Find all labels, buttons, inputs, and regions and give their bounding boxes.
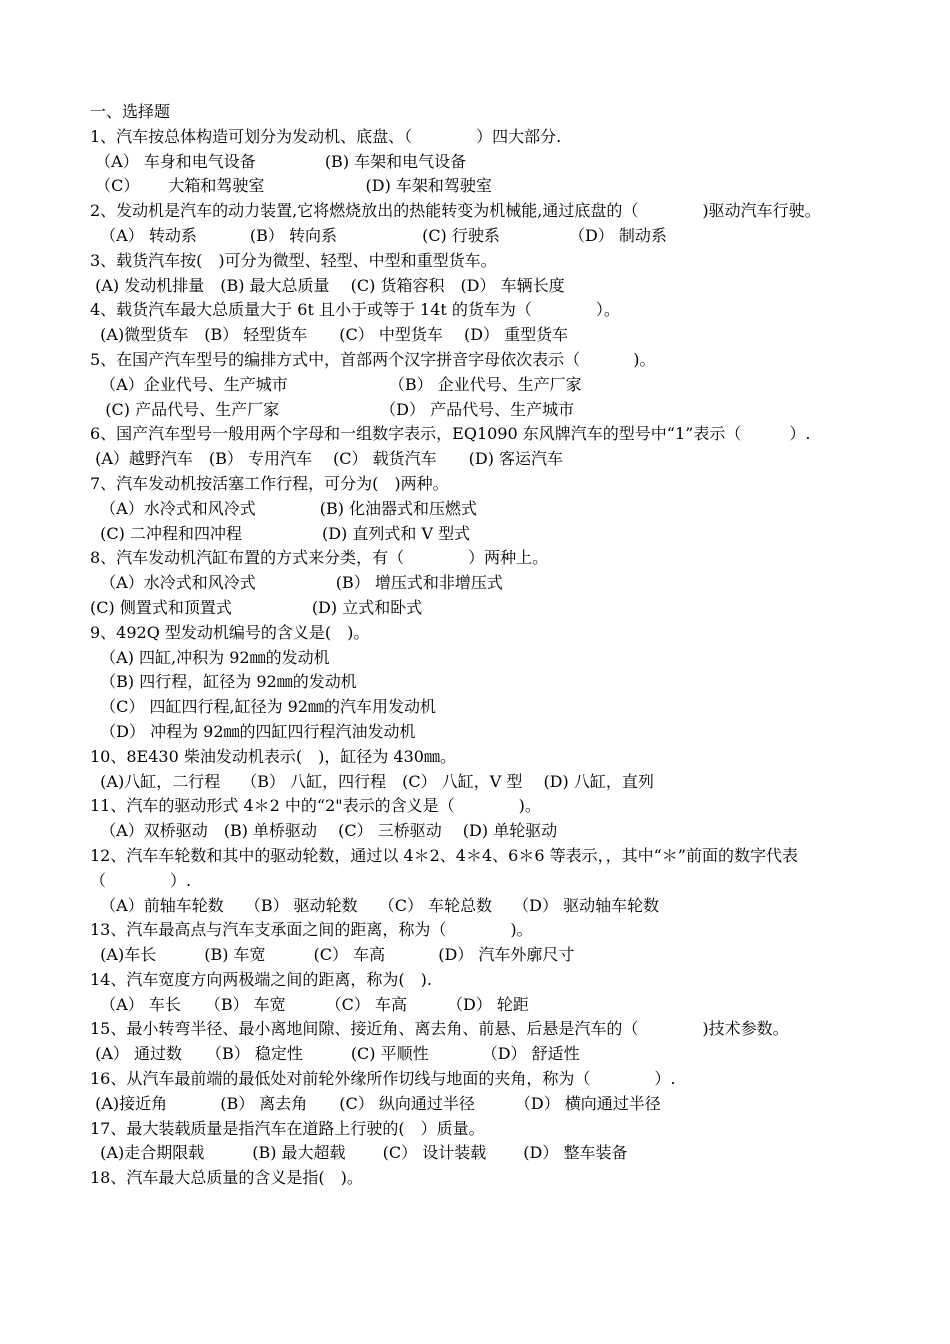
question-1-options-cd: （C） 大箱和驾驶室 (D) 车架和驾驶室 [90, 176, 492, 196]
section-heading: 一、选择题 [90, 102, 171, 121]
question-9-option-c: （C） 四缸四行程,缸径为 92㎜的汽车用发动机 [90, 697, 437, 717]
question-14: 14、汽车宽度方向两极端之间的距离，称为( ). [90, 969, 432, 989]
question-15: 15、最小转弯半径、最小离地间隙、接近角、离去角、前悬、后悬是汽车的（ )技术参数。 [90, 1019, 789, 1039]
question-8-options-ab: （A）水冷式和风冷式 (B） 增压式和非增压式 [90, 573, 503, 593]
question-8: 8、汽车发动机汽缸布置的方式来分类，有（ ）两种上。 [90, 548, 549, 568]
question-4-options: (A)微型货车 (B） 轻型货车 (C） 中型货车 (D） 重型货车 [90, 325, 569, 345]
question-2-options: （A） 转动系 (B） 转向系 (C) 行驶系 （D） 制动系 [90, 225, 667, 245]
question-5: 5、在国产汽车型号的编排方式中，首部两个汉字拼音字母依次表示（ )。 [90, 349, 656, 369]
question-2: 2、发动机是汽车的动力装置,它将燃烧放出的热能转变为机械能,通过底盘的（ )驱动汽车行驶。 [90, 201, 821, 221]
question-7-options-cd: (C) 二冲程和四冲程 (D) 直列式和 V 型式 [90, 523, 471, 543]
question-7-options-ab: （A）水冷式和风冷式 (B) 化油器式和压燃式 [90, 498, 478, 518]
question-9-option-d: （D） 冲程为 92㎜的四缸四行程汽油发动机 [90, 721, 416, 741]
question-1: 1、汽车按总体构造可划分为发动机、底盘、（ ）四大部分. [90, 126, 562, 146]
question-4: 4、载货汽车最大总质量大于 6t 且小于或等于 14t 的货车为（ ）。 [90, 300, 620, 320]
question-13-options: (A)车长 (B) 车宽 (C） 车高 (D） 汽车外廓尺寸 [90, 945, 575, 965]
question-14-options: （A） 车长 （B） 车宽 （C） 车高 （D） 轮距 [90, 994, 529, 1014]
question-3: 3、载货汽车按( )可分为微型、轻型、中型和重型货车。 [90, 250, 497, 270]
question-17-options: (A)走合期限载 (B) 最大超载 (C） 设计装载 (D） 整车装备 [90, 1143, 628, 1163]
question-18: 18、汽车最大总质量的含义是指( )。 [90, 1168, 363, 1188]
question-15-options: (A） 通过数 （B） 稳定性 (C) 平顺性 （D） 舒适性 [90, 1044, 580, 1064]
question-6-options: (A）越野汽车 (B） 专用汽车 (C） 载货汽车 (D) 客运汽车 [90, 449, 564, 469]
question-9-option-b: （B) 四行程，缸径为 92㎜的发动机 [90, 672, 357, 692]
question-9: 9、492Q 型发动机编号的含义是( )。 [90, 622, 370, 642]
question-6: 6、国产汽车型号一般用两个字母和一组数字表示，EQ1090 东风牌汽车的型号中“1”表示（ ）. [90, 424, 811, 444]
question-5-options-ab: （A）企业代号、生产城市 （B） 企业代号、生产厂家 [90, 374, 582, 394]
question-10: 10、8E430 柴油发动机表示( )，缸径为 430㎜。 [90, 746, 456, 766]
question-7: 7、汽车发动机按活塞工作行程，可分为( )两种。 [90, 473, 449, 493]
question-3-options: (A) 发动机排量 (B) 最大总质量 (C) 货箱容积 (D） 车辆长度 [90, 275, 565, 295]
question-16: 16、从汽车最前端的最低处对前轮外缘所作切线与地面的夹角，称为（ ）. [90, 1069, 676, 1089]
question-11: 11、汽车的驱动形式 4＊2 中的“2"表示的含义是（ )。 [90, 796, 541, 816]
question-16-options: (A)接近角 (B） 离去角 (C） 纵向通过半径 （D） 横向通过半径 [90, 1093, 661, 1113]
question-13: 13、汽车最高点与汽车支承面之间的距离，称为（ )。 [90, 920, 533, 940]
question-5-options-cd: (C) 产品代号、生产厂家 （D） 产品代号、生产城市 [90, 399, 575, 419]
question-8-options-cd: (C) 侧置式和顶置式 (D) 立式和卧式 [90, 597, 423, 617]
question-9-option-a: （A) 四缸,冲积为 92㎜的发动机 [90, 647, 330, 667]
question-17: 17、最大装载质量是指汽车在道路上行驶的( ）质量。 [90, 1118, 485, 1138]
question-11-options: （A）双桥驱动 (B) 单桥驱动 (C） 三桥驱动 (D) 单轮驱动 [90, 821, 558, 841]
question-list [90, 100, 865, 1191]
question-12: 12、汽车车轮数和其中的驱动轮数，通过以 4＊2、4＊4、6＊6 等表示，，其中“＊”前面的数字代表（ ）. [90, 845, 798, 890]
question-12-options: （A）前轴车轮数 （B） 驱动轮数 （C） 车轮总数 （D） 驱动轴车轮数 [90, 895, 660, 915]
question-10-options: (A)八缸，二行程 （B） 八缸，四行程 (C） 八缸，V 型 (D) 八缸，直列 [90, 771, 654, 791]
question-1-options-ab: （A） 车身和电气设备 (B) 车架和电气设备 [90, 151, 467, 171]
